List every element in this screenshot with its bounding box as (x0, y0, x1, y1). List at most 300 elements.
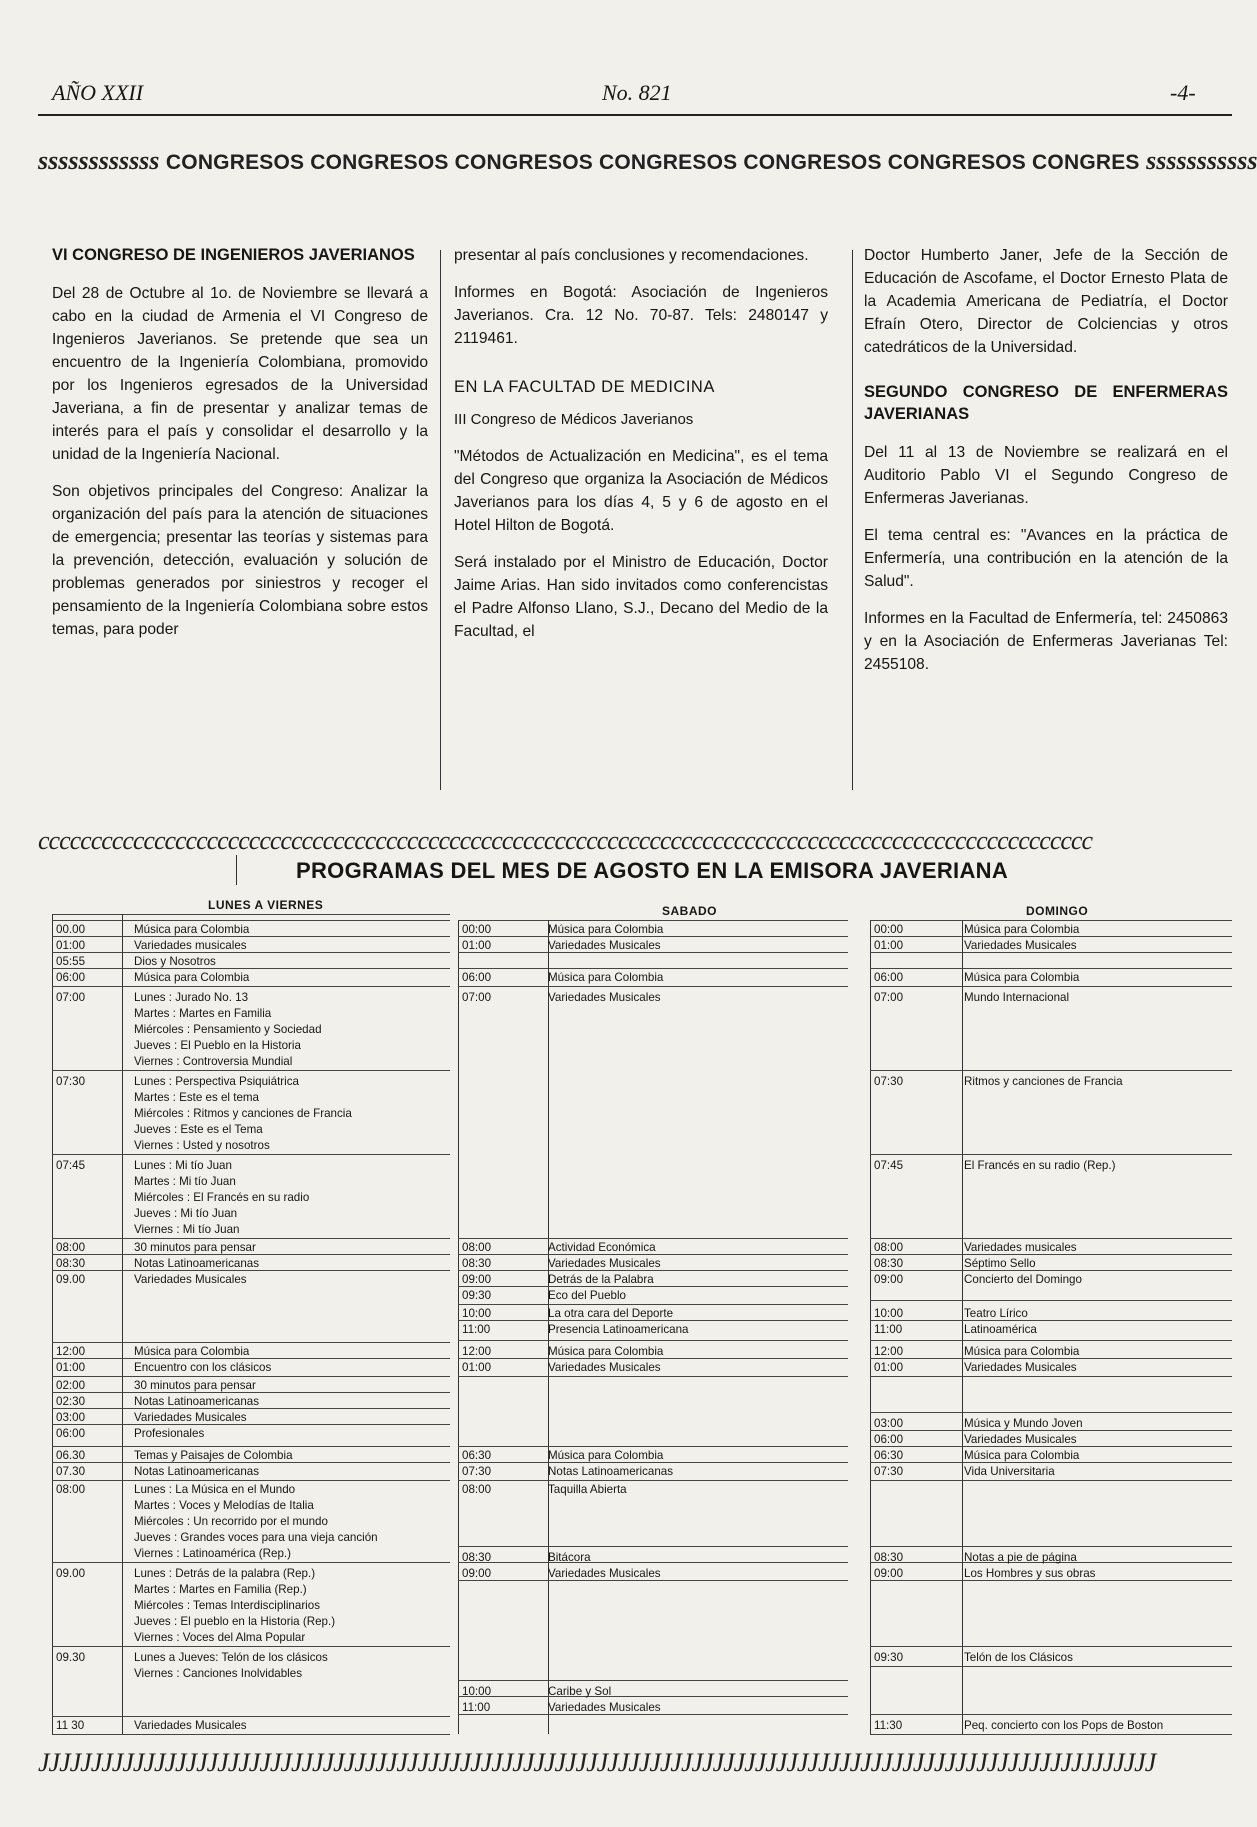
schedule-row (870, 938, 1232, 954)
schedule-row (458, 922, 848, 938)
schedule-row (870, 1306, 1232, 1322)
schedule-program: Temas y Paisajes de Colombia (134, 1449, 293, 1462)
schedule-row-rule (458, 1446, 848, 1447)
schedule-row-rule (458, 1238, 848, 1239)
schedule-column-header: SABADO (662, 904, 718, 918)
schedule-program: Variedades Musicales (134, 1273, 247, 1286)
schedule-program: Música para Colombia (964, 1345, 1080, 1358)
schedule-row (52, 1054, 450, 1070)
schedule-row (52, 1222, 450, 1238)
schedule-title: PROGRAMAS DEL MES DE AGOSTO EN LA EMISORA JAVERIANA (296, 858, 1009, 883)
schedule-time: 01:00 (56, 939, 86, 952)
schedule-time: 05:55 (56, 955, 86, 968)
schedule-time: 07:45 (56, 1159, 86, 1172)
schedule-row (52, 1482, 450, 1498)
schedule-row-rule (52, 1734, 450, 1735)
schedule-row-rule (52, 1376, 450, 1377)
schedule-program: Lunes : Jurado No. 13 (134, 991, 249, 1004)
schedule-time: 09:00 (874, 1567, 904, 1580)
schedule-row (870, 1448, 1232, 1464)
schedule-time: 07:30 (874, 1075, 904, 1088)
schedule-row (52, 1426, 450, 1442)
schedule-program: Variedades Musicales (134, 1411, 247, 1424)
schedule-time: 12:00 (56, 1345, 86, 1358)
schedule-row (458, 1700, 848, 1716)
schedule-time: 07:45 (874, 1159, 904, 1172)
schedule-time: 00:00 (874, 923, 904, 936)
schedule-time: 02:30 (56, 1395, 86, 1408)
schedule-time: 07:30 (56, 1075, 86, 1088)
schedule-row-rule (52, 1716, 450, 1717)
article-paragraph: Informes en Bogotá: Asociación de Ingenieros Javerianos. Cra. 12 No. 70-87. Tels: 2480147 y 2119461. (454, 284, 828, 347)
decorative-band: cccccccccccccccccccccccccccccccccccccccccccccccccccccccccccccccccccccccccccccccccccccccccccccccccccc (38, 826, 1093, 855)
schedule-program: Variedades Musicales (548, 1257, 661, 1270)
schedule-program: Taquilla Abierta (548, 1483, 627, 1496)
schedule-program: Concierto del Domingo (964, 1273, 1082, 1286)
schedule-row (458, 970, 848, 986)
schedule-time: 09:30 (874, 1651, 904, 1664)
article-heading-medicina: EN LA FACULTAD DE MEDICINA (454, 378, 715, 396)
schedule-program: Latinoamérica (964, 1323, 1037, 1336)
schedule-time: 07:00 (462, 991, 492, 1004)
schedule-row-rule (870, 1734, 1232, 1735)
schedule-program: Música para Colombia (134, 1345, 250, 1358)
schedule-time: 02:00 (56, 1379, 86, 1392)
schedule-row (458, 1448, 848, 1464)
schedule-time: 07.30 (56, 1465, 86, 1478)
schedule-program: Miércoles : Temas Interdisciplinarios (134, 1599, 320, 1612)
schedule-row (52, 1498, 450, 1514)
schedule-program: Lunes a Jueves: Telón de los clásicos (134, 1651, 328, 1664)
schedule-row-rule (870, 1154, 1232, 1155)
schedule-time: 06:30 (462, 1449, 492, 1462)
schedule-time: 08:00 (56, 1483, 86, 1496)
schedule-program: Variedades Musicales (548, 991, 661, 1004)
schedule-row (458, 1464, 848, 1480)
schedule-row (458, 1306, 848, 1322)
schedule-row (52, 1006, 450, 1022)
schedule-row (458, 1288, 848, 1304)
schedule-row (870, 970, 1232, 986)
schedule-row-rule (52, 1154, 450, 1155)
schedule-row (52, 990, 450, 1006)
schedule-row (870, 1432, 1232, 1448)
schedule-row (52, 1256, 450, 1272)
schedule-program: Jueves : El pueblo en la Historia (Rep.) (134, 1615, 336, 1628)
banner-deco-right: sssssssssss (1146, 146, 1257, 175)
schedule-row-rule (870, 1666, 1232, 1667)
schedule-row-rule (870, 1412, 1232, 1413)
schedule-row (870, 1566, 1232, 1582)
schedule-program: Viernes : Latinoamérica (Rep.) (134, 1547, 292, 1560)
schedule-row-rule (458, 986, 848, 987)
schedule-row-rule (870, 1646, 1232, 1647)
schedule-program: Variedades Musicales (548, 1701, 661, 1714)
schedule-row (52, 1206, 450, 1222)
article-paragraph: "Métodos de Actualización en Medicina", es el tema del Congreso que organiza la Asociación de Médicos Javerianos para los días 4, 5 y 6 de agosto en el Hotel Hilton de Bogotá. (454, 448, 828, 534)
schedule-row (52, 1240, 450, 1256)
schedule-row (52, 1718, 450, 1734)
schedule-row-rule (458, 1546, 848, 1547)
schedule-program: Martes : Voces y Melodías de Italia (134, 1499, 314, 1512)
schedule-row (52, 1464, 450, 1480)
schedule-time: 01:00 (874, 1361, 904, 1374)
schedule-row (52, 1650, 450, 1666)
schedule-row-rule (52, 1070, 450, 1071)
schedule-time: 07:00 (874, 991, 904, 1004)
schedule-row-rule (52, 920, 450, 921)
issue-number: No. 821 (602, 80, 672, 105)
schedule-time: 10:00 (462, 1307, 492, 1320)
schedule-program: Séptimo Sello (964, 1257, 1036, 1270)
schedule-time: 03:00 (56, 1411, 86, 1424)
article-paragraph: Del 11 al 13 de Noviembre se realizará en el Auditorio Pablo VI el Segundo Congreso de Enfermeras Javerianas. (864, 444, 1228, 507)
schedule-row-rule (52, 1446, 450, 1447)
schedule-row (52, 1566, 450, 1582)
schedule-program: Viernes : Mi tío Juan (134, 1223, 240, 1236)
schedule-row (52, 1410, 450, 1426)
schedule-program: Lunes : Detrás de la palabra (Rep.) (134, 1567, 316, 1580)
schedule-row-rule (458, 968, 848, 969)
schedule-program: Variedades Musicales (548, 1567, 661, 1580)
schedule-row (458, 1550, 848, 1566)
schedule-time: 08:00 (874, 1241, 904, 1254)
schedule-time: 06:00 (874, 971, 904, 984)
schedule-row (52, 1666, 450, 1682)
article-paragraph: Informes en la Facultad de Enfermería, tel: 2450863 y en la Asociación de Enfermeras Javerianas Tel: 2455108. (864, 610, 1228, 673)
schedule-program: Mundo Internacional (964, 991, 1070, 1004)
article-paragraph: Son objetivos principales del Congreso: Analizar la organización del país para la atención de situaciones de emergencia; presentar las teorías y sistemas para la prevención, detección, evaluación y solución de problemas generados por siniestros y recoger el pensamiento de la Ingeniería Colombiana sobre estos temas, para poder (52, 483, 428, 638)
schedule-program: Los Hombres y sus obras (964, 1567, 1096, 1580)
schedule-row (458, 1322, 848, 1338)
schedule-time: 08:00 (462, 1241, 492, 1254)
schedule-program: Dios y Nosotros (134, 955, 216, 968)
schedule-time: 07:30 (462, 1465, 492, 1478)
schedule-time: 06:00 (874, 1433, 904, 1446)
schedule-row-rule (52, 986, 450, 987)
schedule-time: 00.00 (56, 923, 86, 936)
schedule-row (52, 1038, 450, 1054)
schedule-row (458, 1684, 848, 1700)
schedule-program: Notas Latinoamericanas (134, 1395, 260, 1408)
schedule-row (870, 1344, 1232, 1360)
schedule-program: Miércoles : Un recorrido por el mundo (134, 1515, 328, 1528)
column-divider (852, 250, 853, 790)
article-column-3 (864, 244, 1228, 690)
schedule-row (52, 922, 450, 938)
schedule-time: 06:00 (56, 1427, 86, 1440)
schedule-row (870, 1322, 1232, 1338)
banner-text: CONGRESOS CONGRESOS CONGRESOS CONGRESOS CONGRESOS CONGRESOS CONGRES (165, 151, 1140, 174)
schedule-row (52, 1344, 450, 1360)
schedule-program: Viernes : Canciones Inolvidables (134, 1667, 302, 1680)
schedule-row-rule (870, 1300, 1232, 1301)
schedule-row-rule (870, 986, 1232, 987)
schedule-row (870, 1240, 1232, 1256)
article-column-1 (52, 244, 428, 655)
schedule-program: Presencia Latinoamericana (548, 1323, 689, 1336)
schedule-program: Actividad Económica (548, 1241, 656, 1254)
title-tick (236, 855, 237, 885)
schedule-program: 30 minutos para pensar (134, 1379, 256, 1392)
schedule-time: 09.00 (56, 1567, 86, 1580)
schedule-row-rule (870, 1480, 1232, 1481)
schedule-program: Jueves : El Pueblo en la Historia (134, 1039, 301, 1052)
schedule-row-rule (458, 1340, 848, 1341)
schedule-row (458, 1566, 848, 1582)
schedule-row (870, 1074, 1232, 1090)
schedule-row (458, 1272, 848, 1288)
schedule-row (52, 1022, 450, 1038)
schedule-program: Variedades musicales (134, 939, 247, 952)
schedule-row (52, 1074, 450, 1090)
article-paragraph: presentar al país conclusiones y recomendaciones. (454, 247, 809, 264)
schedule-time: 01:00 (874, 939, 904, 952)
schedule-time: 01:00 (462, 939, 492, 952)
schedule-time: 11 30 (56, 1719, 85, 1732)
schedule-program: Viernes : Voces del Alma Popular (134, 1631, 306, 1644)
schedule-program: Miércoles : Pensamiento y Sociedad (134, 1023, 322, 1036)
schedule-time: 07:00 (56, 991, 86, 1004)
schedule-program: Lunes : Mi tío Juan (134, 1159, 232, 1172)
schedule-row (52, 1190, 450, 1206)
schedule-row (52, 1614, 450, 1630)
schedule-row (52, 1122, 450, 1138)
schedule-header-rule (52, 914, 450, 915)
schedule-program: Música para Colombia (548, 971, 664, 984)
schedule-program: Profesionales (134, 1427, 205, 1440)
schedule-program: Viernes : Controversia Mundial (134, 1055, 293, 1068)
schedule-program: Variedades Musicales (964, 1361, 1077, 1374)
schedule-time: 08:30 (462, 1257, 492, 1270)
schedule-program: Variedades musicales (964, 1241, 1077, 1254)
column-divider (440, 250, 441, 790)
schedule-row-rule (870, 920, 1232, 921)
schedule-program: Martes : Mi tío Juan (134, 1175, 236, 1188)
schedule-program: Variedades Musicales (548, 1361, 661, 1374)
schedule-row-rule (52, 1238, 450, 1239)
schedule-row (870, 1464, 1232, 1480)
schedule-time: 08:30 (874, 1257, 904, 1270)
schedule-row (870, 922, 1232, 938)
schedule-row (52, 1106, 450, 1122)
schedule-program: Lunes : La Música en el Mundo (134, 1483, 296, 1496)
schedule-row (870, 1256, 1232, 1272)
schedule-program: Viernes : Usted y nosotros (134, 1139, 270, 1152)
schedule-program: Jueves : Este es el Tema (134, 1123, 263, 1136)
article-heading-ingenieros: VI CONGRESO DE INGENIEROS JAVERIANOS (52, 246, 415, 264)
schedule-time: 09:00 (462, 1567, 492, 1580)
schedule-row (52, 1448, 450, 1464)
article-paragraph: El tema central es: "Avances en la práctica de Enfermería, una contribución en la atención de la Salud". (864, 527, 1228, 590)
schedule-row (458, 1344, 848, 1360)
schedule-program: Encuentro con los clásicos (134, 1361, 272, 1374)
schedule-row (52, 1158, 450, 1174)
schedule-row-rule (870, 1340, 1232, 1341)
schedule-program: Música para Colombia (964, 971, 1080, 984)
schedule-row (458, 1256, 848, 1272)
schedule-program: Telón de los Clásicos (964, 1651, 1073, 1664)
schedule-row (52, 1630, 450, 1646)
schedule-row (52, 1514, 450, 1530)
schedule-row-rule (870, 1546, 1232, 1547)
schedule-time: 11:00 (462, 1323, 491, 1336)
schedule-row-rule (458, 1680, 848, 1681)
schedule-row-rule (52, 1480, 450, 1481)
schedule-row (52, 1138, 450, 1154)
schedule-row (870, 1360, 1232, 1376)
schedule-time: 06:30 (874, 1449, 904, 1462)
schedule-row (458, 990, 848, 1006)
schedule-program: Notas Latinoamericanas (134, 1465, 260, 1478)
schedule-time: 11:30 (874, 1719, 903, 1732)
schedule-program: Miércoles : Ritmos y canciones de Francia (134, 1107, 352, 1120)
schedule-row (52, 1546, 450, 1562)
schedule-program: Notas a pie de página (964, 1551, 1077, 1564)
schedule-row (52, 1360, 450, 1376)
schedule-row-rule (870, 968, 1232, 969)
schedule-program: Música y Mundo Joven (964, 1417, 1083, 1430)
schedule-row (870, 990, 1232, 1006)
schedule-row (52, 1272, 450, 1288)
schedule-time: 08:30 (874, 1551, 904, 1564)
article-paragraph: Del 28 de Octubre al 1o. de Noviembre se llevará a cabo en la ciudad de Armenia el VI Congreso de Ingenieros Javerianos. Se pretende que sea un encuentro de la Ingeniería Colombiana, promovido por los Ingenieros egresados de la Universidad Javeriana, a fin de presentar y analizar temas de interés para el país y consolidar el desarrollo y la unidad de la Ingeniería Nacional. (52, 285, 428, 463)
schedule-row (870, 1650, 1232, 1666)
schedule-program: Martes : Martes en Familia (Rep.) (134, 1583, 307, 1596)
schedule-time: 03:00 (874, 1417, 904, 1430)
schedule-row (458, 1482, 848, 1498)
schedule-program: Variedades Musicales (964, 939, 1077, 952)
schedule-row (458, 1360, 848, 1376)
schedule-program: Música para Colombia (964, 923, 1080, 936)
schedule-time: 08:00 (56, 1241, 86, 1254)
article-subheading: III Congreso de Médicos Javerianos (454, 411, 694, 428)
schedule-row (52, 1174, 450, 1190)
schedule-row (870, 1272, 1232, 1288)
article-column-2 (454, 244, 828, 657)
schedule-time: 08:30 (462, 1551, 492, 1564)
issue-year: AÑO XXII (52, 80, 144, 105)
schedule-row-rule (52, 1342, 450, 1343)
schedule-time: 00:00 (462, 923, 492, 936)
schedule-time: 09.00 (56, 1273, 86, 1286)
schedule-program: Música para Colombia (548, 1345, 664, 1358)
schedule-program: Notas Latinoamericanas (548, 1465, 674, 1478)
schedule-program: Bitácora (548, 1551, 591, 1564)
schedule-row-rule (870, 1238, 1232, 1239)
schedule-program: La otra cara del Deporte (548, 1307, 674, 1320)
header-rule (38, 114, 1232, 116)
schedule-program: Jueves : Grandes voces para una vieja canción (134, 1531, 378, 1544)
schedule-program: Eco del Pueblo (548, 1289, 626, 1302)
schedule-time: 10:00 (874, 1307, 904, 1320)
schedule-row-rule (52, 1646, 450, 1647)
schedule-time: 09:00 (874, 1273, 904, 1286)
schedule-program: Martes : Martes en Familia (134, 1007, 272, 1020)
schedule-program: Variedades Musicales (134, 1719, 247, 1732)
article-heading-enfermeras: SEGUNDO CONGRESO DE ENFERMERAS JAVERIANAS (864, 383, 1228, 423)
schedule-time: 06:00 (462, 971, 492, 984)
article-paragraph: Doctor Humberto Janer, Jefe de la Sección de Educación de Ascofame, el Doctor Ernesto Plata de la Academia Americana de Pediatría, el Doctor Efraín Otero, Director de Colciencias y otros catedráticos de la Universidad. (864, 247, 1228, 356)
schedule-row (52, 1090, 450, 1106)
schedule-time: 09:30 (462, 1289, 492, 1302)
schedule-row-rule (870, 1714, 1232, 1715)
schedule-program: Ritmos y canciones de Francia (964, 1075, 1123, 1088)
schedule-time: 11:00 (462, 1701, 491, 1714)
schedule-time: 12:00 (874, 1345, 904, 1358)
schedule-time: 01:00 (56, 1361, 86, 1374)
schedule-row (870, 1718, 1232, 1734)
schedule-row (870, 1416, 1232, 1432)
decorative-band: JJJJJJJJJJJJJJJJJJJJJJJJJJJJJJJJJJJJJJJJJJJJJJJJJJJJJJJJJJJJJJJJJJJJJJJJJJJJJJJJJJJJJJJJJJJJJJJJJJJJJJJJJJ (38, 1748, 1156, 1777)
schedule-row-rule (458, 1480, 848, 1481)
schedule-program: Música para Colombia (134, 923, 250, 936)
congresos-banner (38, 146, 1257, 180)
schedule-time: 10:00 (462, 1685, 492, 1698)
schedule-row-rule (52, 1562, 450, 1563)
schedule-row-rule (870, 1070, 1232, 1071)
schedule-row (458, 1240, 848, 1256)
schedule-program: Lunes : Perspectiva Psiquiátrica (134, 1075, 299, 1088)
schedule-row (52, 1598, 450, 1614)
schedule-row-rule (458, 1376, 848, 1377)
schedule-column-header: DOMINGO (1026, 904, 1089, 918)
schedule-program: Música para Colombia (548, 923, 664, 936)
schedule-time: 09.30 (56, 1651, 86, 1664)
schedule-row (52, 1394, 450, 1410)
schedule-row (52, 954, 450, 970)
schedule-time: 08:00 (462, 1483, 492, 1496)
schedule-program: Notas Latinoamericanas (134, 1257, 260, 1270)
schedule-program: Música para Colombia (964, 1449, 1080, 1462)
schedule-time: 07:30 (874, 1465, 904, 1478)
schedule-time: 12:00 (462, 1345, 492, 1358)
schedule-program: Teatro Lírico (964, 1307, 1028, 1320)
schedule-program: Música para Colombia (134, 971, 250, 984)
schedule-time: 08:30 (56, 1257, 86, 1270)
schedule-program: Martes : Este es el tema (134, 1091, 260, 1104)
schedule-row (52, 938, 450, 954)
schedule-time: 06.30 (56, 1449, 86, 1462)
schedule-program: Caribe y Sol (548, 1685, 612, 1698)
article-paragraph: Será instalado por el Ministro de Educación, Doctor Jaime Arias. Han sido invitados como conferencistas el Padre Alfonso Llano, S.J., Decano del Medio de la Facultad, el (454, 554, 828, 640)
schedule-row (458, 938, 848, 954)
schedule-row (870, 1158, 1232, 1174)
schedule-program: Detrás de la Palabra (548, 1273, 654, 1286)
schedule-time: 09:00 (462, 1273, 492, 1286)
schedule-row-rule (870, 1376, 1232, 1377)
schedule-row (870, 1550, 1232, 1566)
schedule-time: 11:00 (874, 1323, 903, 1336)
schedule-program: El Francés en su radio (Rep.) (964, 1159, 1116, 1172)
schedule-row (52, 1582, 450, 1598)
schedule-row (52, 1530, 450, 1546)
schedule-program: Vida Universitaria (964, 1465, 1055, 1478)
schedule-row-rule (458, 1304, 848, 1305)
schedule-program: Miércoles : El Francés en su radio (134, 1191, 310, 1204)
banner-deco-left: ssssssssssss (38, 146, 160, 175)
schedule-row (52, 1378, 450, 1394)
schedule-program: Jueves : Mi tío Juan (134, 1207, 238, 1220)
schedule-program: Variedades Musicales (548, 939, 661, 952)
schedule-row-rule (458, 920, 848, 921)
schedule-column-header: LUNES A VIERNES (208, 898, 324, 912)
schedule-program: 30 minutos para pensar (134, 1241, 256, 1254)
schedule-program: Peq. concierto con los Pops de Boston (964, 1719, 1164, 1732)
schedule-program: Variedades Musicales (964, 1433, 1077, 1446)
page-number: -4- (1170, 80, 1196, 105)
schedule-time: 01:00 (462, 1361, 492, 1374)
